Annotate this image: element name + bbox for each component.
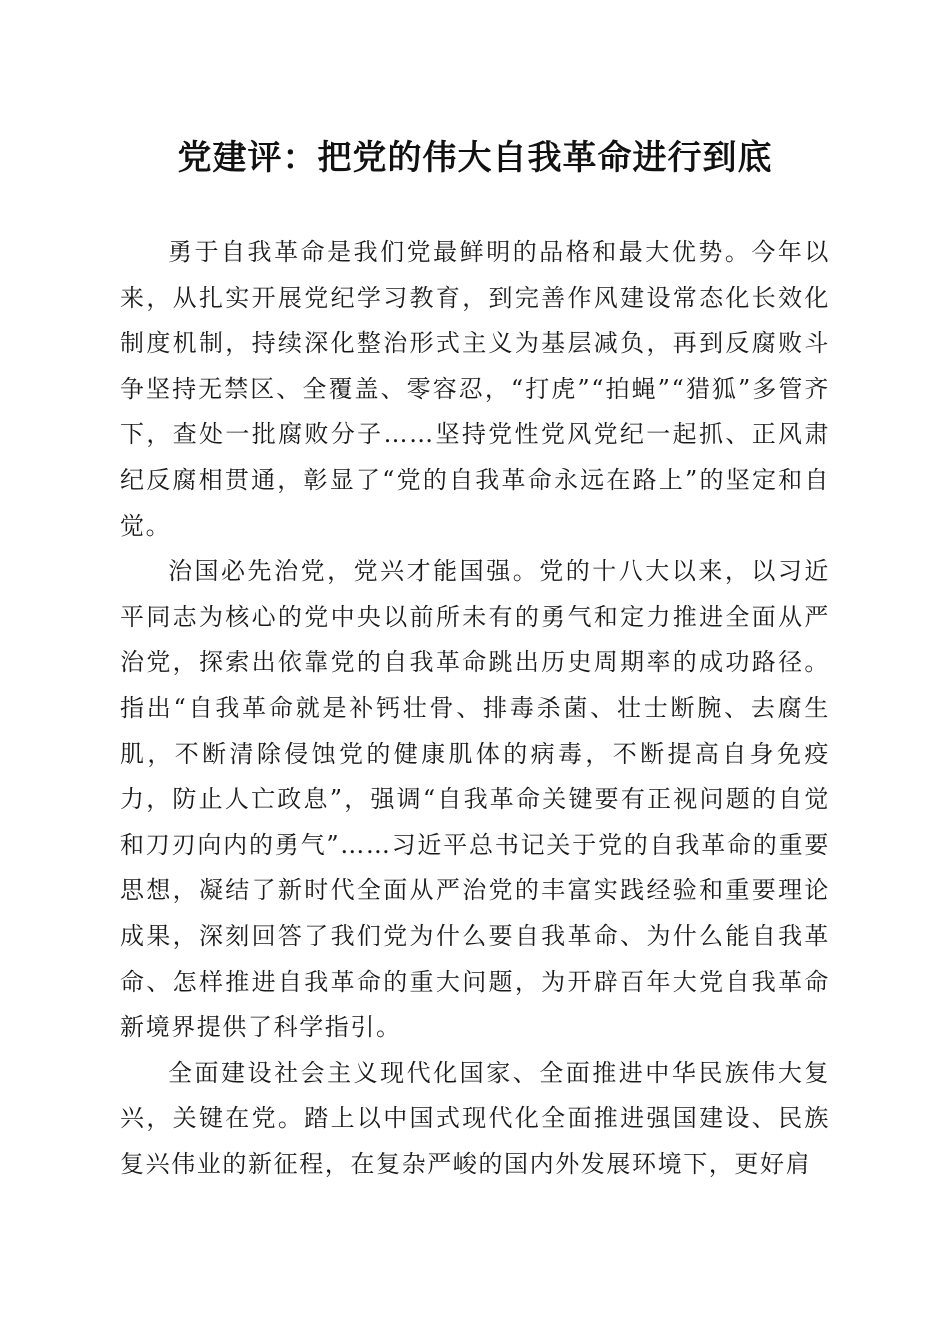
document-title: 党建评：把党的伟大自我革命进行到底: [177, 138, 773, 178]
paragraph-2: 治国必先治党，党兴才能国强。党的十八大以来，以习近平同志为核心的党中央以前所未有的勇气和定力推进全面从严治党，探索出依靠党的自我革命跳出历史周期率的成功路径。指出“自我革命就是补钙壮骨、排毒杀菌、壮士断腕、去腐生肌，不断清除侵蚀党的健康肌体的病毒，不断提高自身免疫力，防止人亡政息”，强调“自我革命关键要有正视问题的自觉和刀刃向内的勇气”……习近平总书记关于党的自我革命的重要思想，凝结了新时代全面从严治党的丰富实践经验和重要理论成果，深刻回答了我们党为什么要自我革命、为什么能自我革命、怎样推进自我革命的重大问题，为开辟百年大党自我革命新境界提供了科学指引。: [120, 557, 830, 1042]
paragraph-3: 全面建设社会主义现代化国家、全面推进中华民族伟大复兴，关键在党。踏上以中国式现代化全面推进强国建设、民族复兴伟业的新征程，在复杂严峻的国内外发展环境下，更好肩: [120, 1058, 830, 1178]
document-body: [120, 230, 830, 1187]
paragraph-1: 勇于自我革命是我们党最鲜明的品格和最大优势。今年以来，从扎实开展党纪学习教育，到完善作风建设常态化长效化制度机制，持续深化整治形式主义为基层减负，再到反腐败斗争坚持无禁区、全覆盖、零容忍，“打虎”“拍蝇”“猎狐”多管齐下，查处一批腐败分子……坚持党性党风党纪一起抓、正风肃纪反腐相贯通，彰显了“党的自我革命永远在路上”的坚定和自觉。: [120, 238, 830, 540]
